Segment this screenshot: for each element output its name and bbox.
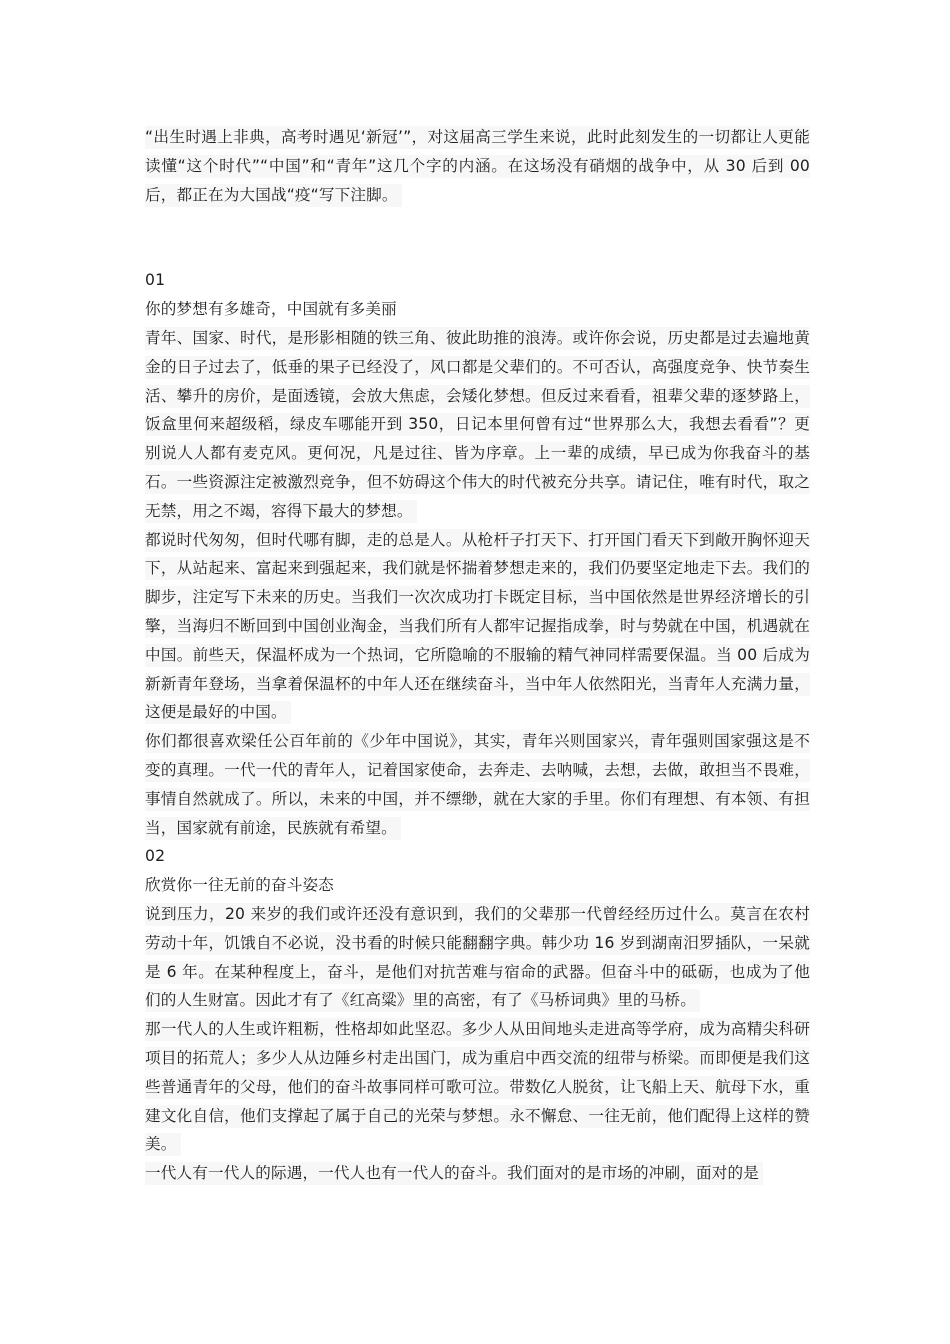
- intro-paragraph: “出生时遇上非典，高考时遇见‘新冠’”，对这届高三学生来说，此时此刻发生的一切都让人更能读懂“这个时代”“中国”和“青年”这几个字的内涵。在这场没有硝烟的战争中，从 30 后到 00 后，都正在为大国战“疫“写下注脚。: [145, 123, 810, 209]
- body-paragraph: 一代人有一代人的际遇，一代人也有一代人的奋斗。我们面对的是市场的冲刷，面对的是: [145, 1159, 810, 1188]
- document-body: [145, 123, 810, 1188]
- body-paragraph: 都说时代匆匆，但时代哪有脚，走的总是人。从枪杆子打天下、打开国门看天下到敞开胸怀迎天下，从站起来、富起来到强起来，我们就是怀揣着梦想走来的，我们仍要坚定地走下去。我们的脚步，注定写下未来的历史。当我们一次次成功打卡既定目标，当中国依然是世界经济增长的引擎，当海归不断回到中国创业淘金，当我们所有人都牢记握指成拳，时与势就在中国，机遇就在中国。前些天，保温杯成为一个热词，它所隐喻的不服输的精气神同样需要保温。当 00 后成为新新青年登场，当拿着保温杯的中年人还在继续奋斗，当中年人依然阳光，当青年人充满力量，这便是最好的中国。: [145, 526, 810, 728]
- body-paragraph: 那一代人的人生或许粗粝，性格却如此坚忍。多少人从田间地头走进高等学府，成为高精尖科研项目的拓荒人；多少人从边陲乡村走出国门，成为重启中西交流的纽带与桥梁。而即便是我们这些普通青年的父母，他们的奋斗故事同样可歌可泣。带数亿人脱贫，让飞船上天、航母下水，重建文化自信，他们支撑起了属于自己的光荣与梦想。永不懈怠、一往无前，他们配得上这样的赞美。: [145, 1015, 810, 1159]
- body-paragraph: 青年、国家、时代，是形影相随的铁三角、彼此助推的浪涛。或许你会说，历史都是过去遍地黄金的日子过去了，低垂的果子已经没了，风口都是父辈们的。不可否认，高强度竞争、快节奏生活、攀升的房价，是面透镜，会放大焦虑，会矮化梦想。但反过来看看，祖辈父辈的逐梦路上，饭盒里何来超级稻，绿皮车哪能开到 350，日记本里何曾有过“世界那么大，我想去看看”？更别说人人都有麦克风。更何况，凡是过往、皆为序章。上一辈的成绩，早已成为你我奋斗的基石。一些资源注定被激烈竞争，但不妨碍这个伟大的时代被充分共享。请记住，唯有时代，取之无禁，用之不竭，容得下最大的梦想。: [145, 324, 810, 526]
- body-paragraph: 说到压力，20 来岁的我们或许还没有意识到，我们的父辈那一代曾经经历过什么。莫言在农村劳动十年，饥饿自不必说，没书看的时候只能翻翻字典。韩少功 16 岁到湖南汨罗插队，一呆就是 6 年。在某种程度上，奋斗，是他们对抗苦难与宿命的武器。但奋斗中的砥砺，也成为了他们的人生财富。因此才有了《红高粱》里的高密，有了《马桥词典》里的马桥。: [145, 900, 810, 1015]
- section-number: 01: [145, 271, 166, 290]
- section-title: 欣赏你一往无前的奋斗姿态: [145, 876, 334, 895]
- section-number: 02: [145, 847, 166, 866]
- body-paragraph: 你们都很喜欢梁任公百年前的《少年中国说》，其实，青年兴则国家兴，青年强则国家强这是不变的真理。一代一代的青年人，记着国家使命，去奔走、去呐喊，去想，去做，敢担当不畏难，事情自然就成了。所以，未来的中国，并不缥缈，就在大家的手里。你们有理想、有本领、有担当，国家就有前途，民族就有希望。: [145, 727, 810, 842]
- section-gap: [145, 209, 810, 266]
- section-title: 你的梦想有多雄奇，中国就有多美丽: [145, 300, 397, 319]
